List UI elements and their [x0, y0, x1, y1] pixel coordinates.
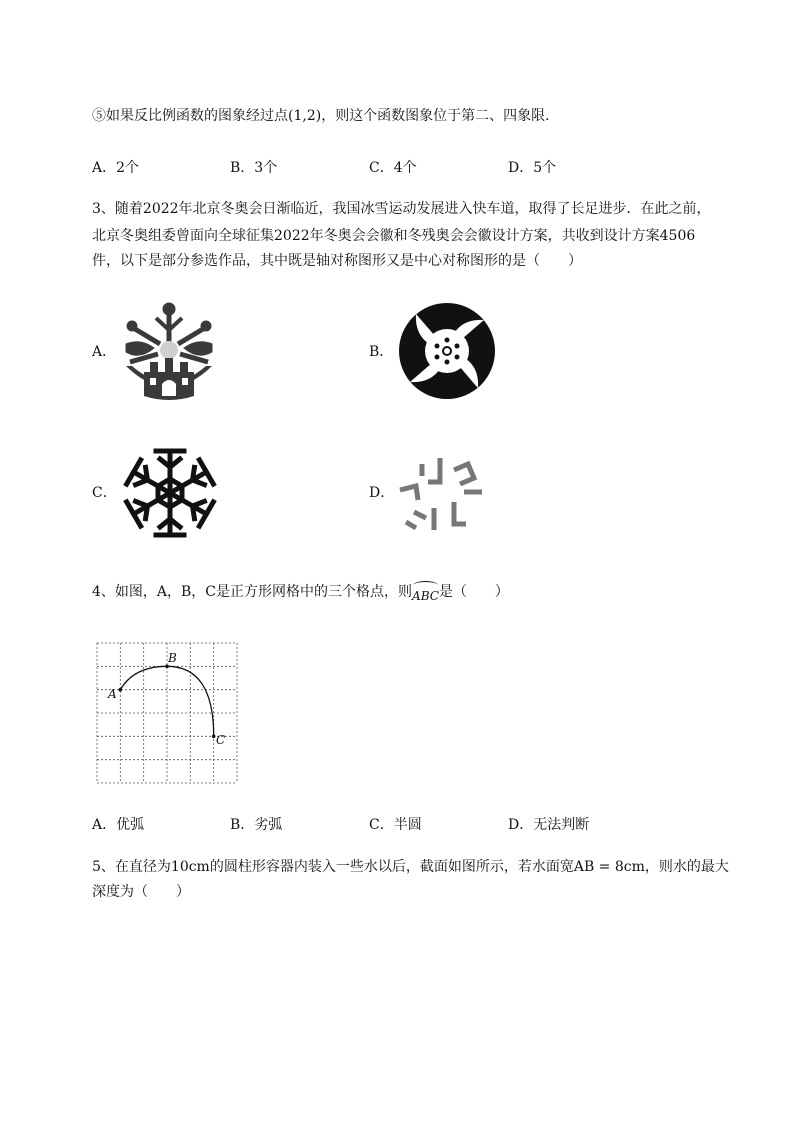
q5-stem-line1: 5、在直径为10cm的圆柱形容器内装入一些水以后，截面如图所示，若水面宽AB = 8cm，则水的最大 [92, 859, 729, 875]
q3-label-a: A． [92, 344, 117, 360]
emblem-d-image [394, 452, 486, 536]
q2-option-a: A．2个 [92, 160, 140, 176]
q4-option-b: B．劣弧 [230, 817, 283, 833]
q4-grid-figure [94, 640, 240, 786]
q4-point-c-label: C [216, 733, 226, 747]
emblem-b-image [396, 300, 498, 402]
q4-stem [92, 582, 509, 602]
q4-stem-suffix: 是（ ） [438, 584, 509, 600]
q2-option-d: D．5个 [508, 160, 557, 176]
q3-label-b: B． [369, 344, 394, 360]
q4-stem-arc-letters: ABC [412, 589, 439, 603]
q4-stem-prefix: 4、如图，A，B，C是正方形网格中的三个格点，则 [92, 584, 413, 600]
q3-label-d: D． [369, 485, 395, 501]
q5-stem-line2: 深度为（ ） [92, 884, 190, 900]
q3-stem-line3: 件，以下是部分参选作品，其中既是轴对称图形又是中心对称图形的是（ ） [92, 253, 582, 269]
q4-option-a: A．优弧 [92, 817, 145, 833]
q2-item5-text: ⑤如果反比例函数的图象经过点(1,2)，则这个函数图象位于第二、四象限． [92, 108, 560, 124]
q4-point-b-label: B [168, 651, 177, 665]
arc-mark [413, 581, 438, 590]
emblem-c-image [122, 445, 218, 541]
q3-label-c: C． [92, 485, 117, 501]
q4-stem-arc [412, 586, 439, 606]
q4-option-c: C．半圆 [369, 817, 422, 833]
q2-option-b: B．3个 [230, 160, 278, 176]
q4-option-d: D．无法判断 [508, 817, 590, 833]
q2-option-c: C．4个 [369, 160, 417, 176]
q3-stem-line1: 3、随着2022年北京冬奥会日渐临近，我国冰雪运动发展进入快车道，取得了长足进步．在此之前， [92, 201, 711, 217]
q3-stem-line2: 北京冬奥组委曾面向全球征集2022年冬奥会会徽和冬残奥会会徽设计方案，共收到设计方案4506 [92, 228, 696, 244]
q4-point-a-label: A [108, 687, 117, 701]
emblem-a-image [120, 300, 218, 408]
